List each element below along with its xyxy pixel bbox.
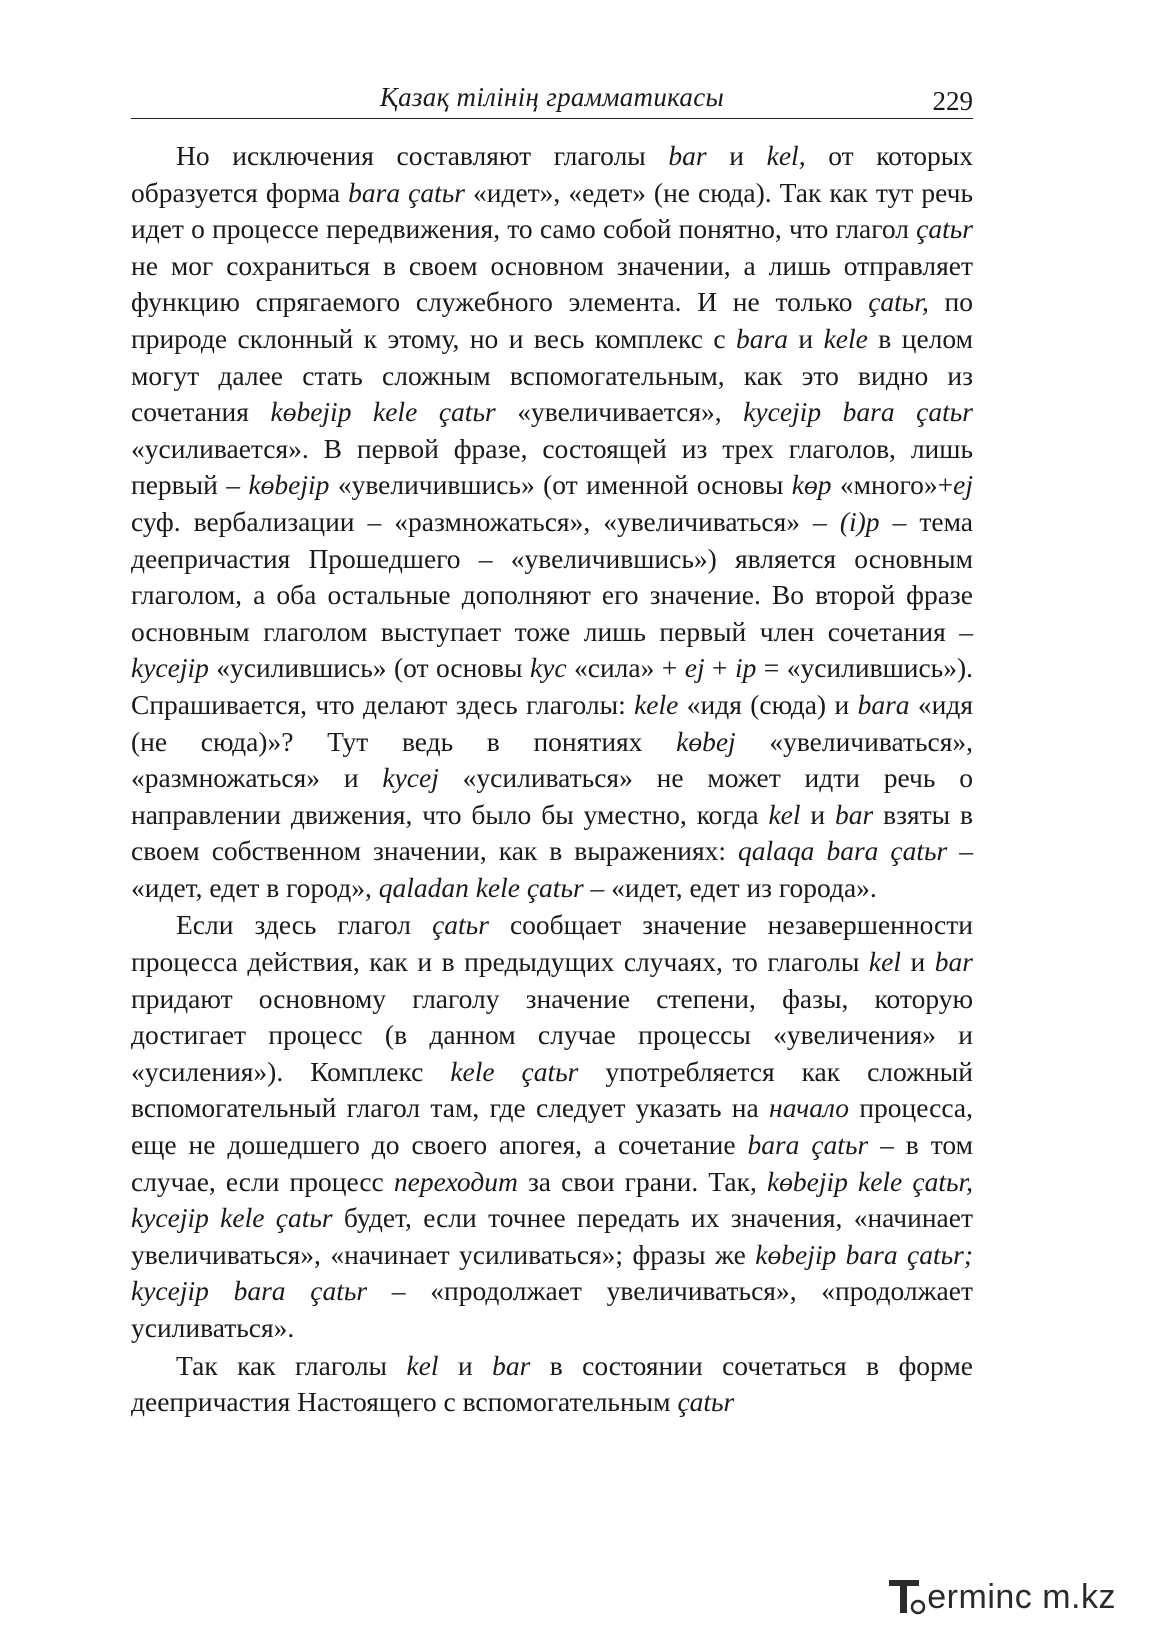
text-run: – в том случае, если процесс [131, 1129, 973, 1197]
text-run: и [800, 798, 836, 830]
text-run: суф. вербализации – «размножаться», «увеличиваться» – [131, 505, 840, 537]
italic-term: kөbejip bara çatьr; kycejip bara çatьr [131, 1238, 973, 1307]
text-run: от которых образуется форма [131, 140, 974, 208]
text-run: «идя (сюда) и [678, 688, 858, 720]
text-run: процесса, еще не дошедшего до своего апогея, а сочетание [131, 1092, 973, 1161]
text-run: и [438, 1349, 493, 1381]
text-run: «увеличиваться», «размножаться» и [131, 725, 974, 794]
paragraph-2 [131, 907, 973, 1346]
text-run: «усилившись» (от основы [208, 652, 530, 684]
italic-term: kөbej [676, 725, 736, 757]
italic-term: ip [734, 652, 757, 684]
text-run: «много»+ [831, 469, 954, 501]
text-run: будет, если точнее передать их значения, «начинает увеличиваться», «начинает усиливаться»; фразы же [131, 1202, 973, 1270]
text-run: «увеличивается», [495, 396, 744, 428]
text-run: употребляется как сложный вспомогательный глагол там, где следует указать на [131, 1055, 973, 1124]
page-number: 229 [932, 86, 973, 116]
italic-term: bara [736, 322, 788, 354]
italic-term: ej [953, 469, 973, 501]
text-run: и [787, 322, 824, 354]
text-run: – тема деепричастия Прошедшего – «увеличившись») является основным глаголом, а оба остальные дополняют его значение. Во второй фразе основным глаголом выступает тоже лишь первый член сочетания – [131, 505, 973, 647]
italic-term: bar [668, 140, 707, 171]
text-run: и [706, 140, 767, 171]
italic-term: çatьr [677, 1386, 735, 1418]
text-run: не мог сохраниться в своем основном значении, а лишь отправляет функцию спрягаемого служебного элемента. И не только [131, 249, 973, 318]
text-run: = «усилившись»). Спрашивается, что делают здесь глаголы: [131, 652, 973, 720]
italic-term: kel [768, 798, 801, 830]
italic-term: kel [868, 946, 901, 978]
italic-term: kөbejip kele çatьr [270, 396, 496, 428]
italic-term: kөp [791, 469, 832, 501]
italic-term: начало [769, 1092, 850, 1124]
italic-term: kөbejip kele çatьr, kycejip kele çatьr [131, 1165, 973, 1234]
text-run: «увеличившись» (от именной основы [329, 469, 792, 501]
book-title: Қазақ тілінің грамматикасы [379, 82, 725, 112]
running-header [131, 78, 973, 119]
text-run: придают основному глаголу значение степени, фазы, которую достигает процесс (в данном случае процессы «увеличения» и «усиления»). Комплекс [131, 982, 973, 1087]
watermark-text: erminc m.kz [927, 1578, 1116, 1616]
paragraph-3 [131, 1348, 973, 1421]
italic-term: переходит [393, 1165, 518, 1197]
italic-term: (i)p [839, 505, 880, 537]
text-run: Так как глаголы [176, 1349, 407, 1381]
italic-term: çatьr [432, 909, 489, 941]
italic-term: qalaqa bara çatьr [738, 835, 948, 867]
text-run: «усиливаться» не может идти речь о направлении движения, что было бы уместно, когда [131, 762, 973, 830]
t-letter-and-magnifier-icon [887, 1577, 927, 1617]
text-run: в состоянии сочетаться в форме деепричастия Настоящего с вспомогательным [131, 1349, 973, 1418]
italic-term: kycejip [131, 652, 209, 684]
italic-term: kel, [766, 140, 806, 171]
text-run: Но исключения составляют глаголы [176, 140, 669, 171]
italic-term: kel [406, 1349, 439, 1381]
italic-term: bar [934, 946, 973, 978]
italic-term: kycejip bara çatьr [743, 396, 973, 428]
italic-term: kyc [529, 652, 567, 684]
text-run: + [704, 652, 735, 684]
text-run: «идет», «едет» (не сюда). Так как тут речь идет о процессе передвижения, то само собой понятно, что глагол [131, 176, 973, 245]
text-run: сообщает значение незавершенности процесса действия, как и в предыдущих случаях, то глаголы [131, 909, 973, 978]
text-run: за свои грани. Так, [517, 1165, 767, 1197]
italic-term: kele çatьr [450, 1055, 579, 1087]
text-run: «усиливается». В первой фразе, состоящей из трех глаголов, лишь первый – [131, 432, 973, 501]
italic-term: bar [492, 1349, 531, 1381]
page-body [131, 138, 973, 1421]
text-run: – «идет, едет в город», [131, 835, 974, 903]
italic-term: qaladan kele çatьr [378, 871, 584, 903]
italic-term: çatьr [916, 213, 973, 245]
italic-term: bar [835, 798, 874, 830]
text-run: «идя (не сюда)»? Тут ведь в понятиях [131, 688, 973, 757]
text-run: по природе склонный к этому, но и весь комплекс с [131, 286, 974, 354]
italic-term: bara çatьr [348, 176, 465, 208]
italic-term: çatьr, [868, 286, 929, 318]
text-run: – «идет, едет из города». [583, 871, 877, 903]
italic-term: kөbejip [248, 469, 330, 501]
text-run: Если здесь глагол [176, 909, 433, 941]
italic-term: kele [823, 322, 868, 354]
italic-term: kele [634, 688, 679, 720]
text-run: «сила» + [566, 652, 685, 684]
site-watermark [889, 1573, 1116, 1621]
text-run: взяты в своем собственном значении, как в выражениях: [131, 798, 973, 867]
italic-term: kycej [382, 762, 439, 794]
italic-term: ej [684, 652, 705, 684]
paragraph-1 [131, 138, 973, 906]
italic-term: bara çatьr [747, 1129, 869, 1161]
text-run: – «продолжает увеличиваться», «продолжает усиливаться». [131, 1275, 973, 1343]
text-run: и [900, 946, 935, 978]
italic-term: bara [857, 688, 910, 720]
text-run: в целом могут далее стать сложным вспомогательным, как это видно из сочетания [131, 322, 974, 428]
